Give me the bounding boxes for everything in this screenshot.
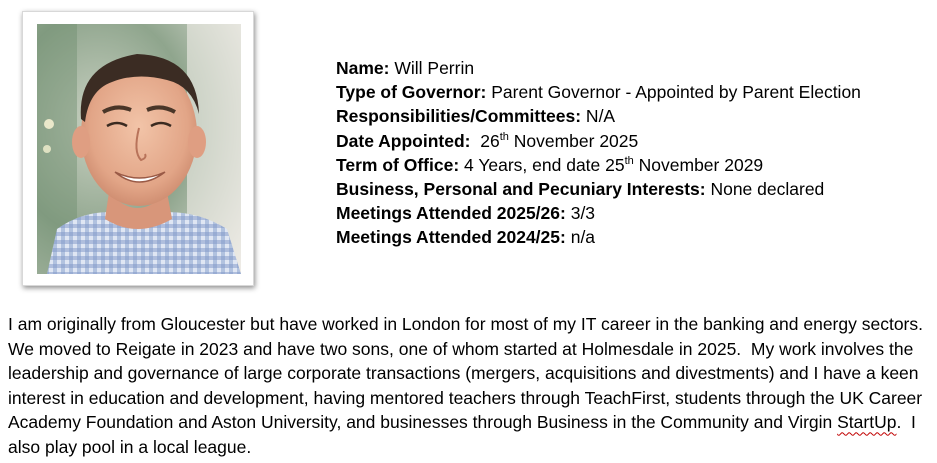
meetings-previous-value: n/a [565, 227, 596, 248]
governor-photo [37, 24, 241, 274]
date-label: Date Appointed: [336, 130, 471, 151]
date-day: 26 [470, 130, 500, 151]
biography-paragraph [8, 312, 933, 460]
date-rest: November 2025 [508, 130, 639, 151]
term-rest: November 2029 [633, 154, 764, 175]
term-start: 4 Years, end date 25 [459, 154, 625, 175]
bio-text-end: . I also play pool in a local league. [8, 412, 921, 457]
term-row [336, 153, 861, 177]
photo-frame [22, 11, 254, 286]
term-ordinal: th [624, 154, 634, 167]
spellcheck-word: StartUp [837, 412, 897, 433]
meetings-current-row [336, 201, 861, 225]
date-appointed-row [336, 129, 861, 153]
meetings-current-label: Meetings Attended 2025/26: [336, 203, 566, 224]
portrait-illustration [37, 24, 241, 274]
interests-label: Business, Personal and Pecuniary Interests: [336, 179, 706, 200]
responsibilities-value: N/A [581, 106, 616, 127]
interests-value: None declared [705, 179, 825, 200]
name-value: Will Perrin [389, 58, 475, 78]
type-label: Type of Governor: [336, 82, 487, 103]
responsibilities-label: Responsibilities/Committees: [336, 106, 582, 127]
type-value: Parent Governor - Appointed by Parent Election [486, 82, 861, 103]
interests-row [336, 177, 861, 201]
term-label: Term of Office: [336, 154, 460, 175]
name-row [336, 56, 861, 80]
governor-details [336, 56, 861, 250]
meetings-previous-label: Meetings Attended 2024/25: [336, 227, 566, 248]
type-row [336, 80, 861, 104]
date-ordinal: th [499, 130, 509, 143]
meetings-current-value: 3/3 [565, 203, 596, 224]
responsibilities-row [336, 104, 861, 128]
bio-text: I am originally from Gloucester but have worked in London for most of my IT career in the banking and energy sectors. We moved to Reigate in 2023 and have two sons, one of whom started at Holmesdale in 2025. My work involves the leadership and governance of large corporate transactions (mergers, acquisitions and divestments) and I have a keen interest in education and development, having mentored teachers through TeachFirst, students through the UK Career Academy Foundation and Aston University, and businesses through Business in the Community and Virgin [8, 314, 933, 433]
name-label: Name: [336, 58, 390, 78]
meetings-previous-row [336, 225, 861, 249]
